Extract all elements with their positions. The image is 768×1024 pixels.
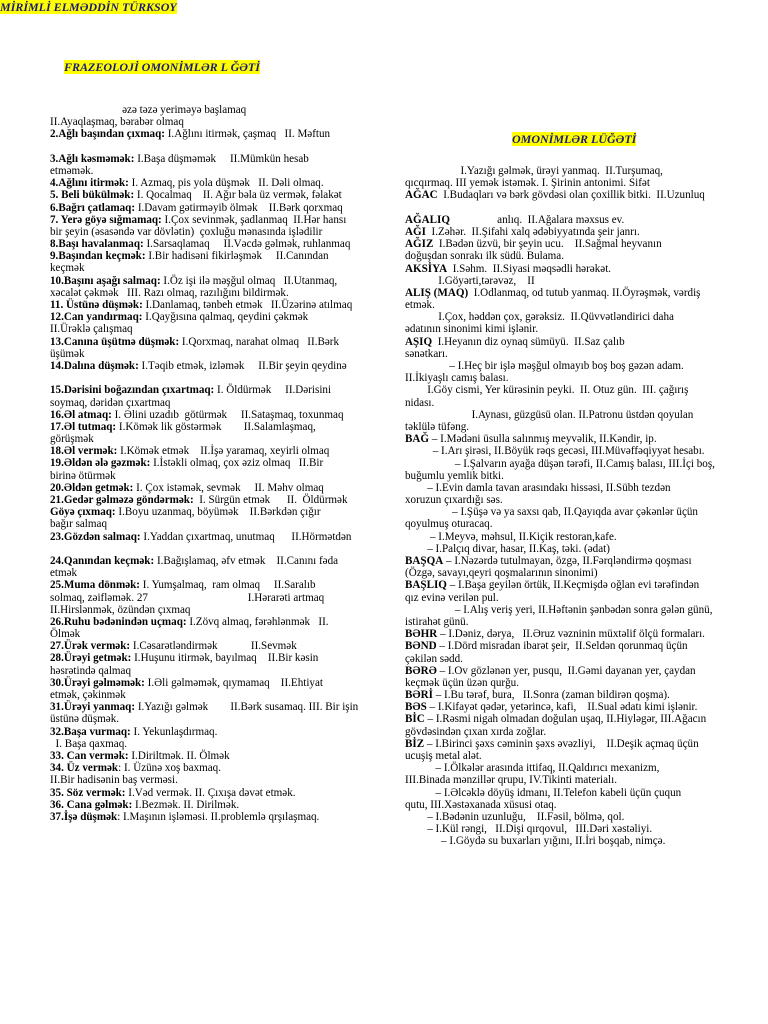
entry-line [50,592,390,604]
entry-headword: 5. Beli bükülmək: [50,189,135,202]
entry-line [50,372,390,384]
entry-line [50,311,390,323]
entry-definition: çəkilən sədd. [405,652,463,665]
entry-line [405,372,768,384]
entry-headword: 19.Əldən ələ gəzmək: [50,457,151,470]
entry-line [405,604,768,616]
entry-definition: I. Sürgün etmək II. Öldürmək [193,494,348,506]
entry-definition: I.Bağışlamaq, əfv etmək II.Canını fəda [154,554,339,567]
entry-line [50,531,390,543]
entry-line [50,506,390,518]
entry-line [405,579,768,591]
entry-headword: 17.Əl tutmaq: [50,420,117,433]
entry-line [405,250,768,262]
entry-definition: I.Yazığı gəlmək, ürəyi yanmaq. II.Turşumaq, [405,165,663,177]
left-section-title: FRAZEOLOJİ OMONİMLƏR L ĞƏTİ [64,60,260,74]
entry-headword: 13.Canına üşütmə düşmək: [50,335,180,348]
entry-line [50,165,390,177]
entry-headword: BƏHR [405,628,438,641]
entry-definition: I. Çox istəmək, sevmək II. Məhv olmaq [133,481,324,494]
entry-definition: I.Zəhər. II.Şifahi xalq ədəbiyyatında şeir janrı. [425,225,640,238]
entry-line [405,750,768,762]
entry-definition: gövdəsindən çıxan xırda zoğlar. [405,725,547,738]
entry-line [50,482,390,494]
entry-line [405,384,768,396]
entry-headword: 37.İşə düşmək [50,810,118,823]
entry-line [50,555,390,567]
entry-headword: 8.Başı havalanmaq: [50,238,144,251]
entry-line [50,457,390,469]
entry-definition: birinə ötürmək [50,469,116,482]
entry-definition: – I.Birinci şəxs cəminin şəxs əvəzliyi, II.Deşik açmaq üçün [424,737,699,750]
entry-definition: – I.Dəniz, dərya, II.Əruz vəzninin müxtəlif ölçü formaları. [437,628,705,641]
entry-line [50,787,390,799]
entry-headword: 15.Dərisini boğazından çıxartmaq: [50,384,215,397]
entry-line [50,262,390,274]
entry-line [405,616,768,628]
entry-line [50,177,390,189]
entry-headword: AĞAC [405,189,438,202]
entry-definition: I.Huşunu itirmək, bayılmaq II.Bir kəsin [131,652,319,665]
entry-line [50,738,390,750]
entry-line [50,762,390,774]
entry-line [50,567,390,579]
entry-definition: I. Başa qaxmaq. [50,737,128,750]
entry-headword: 6.Bağrı çatlamaq: [50,201,136,214]
entry-line [50,750,390,762]
entry-headword: 30.Ürəyi gəlməmək: [50,676,145,689]
entry-line [405,787,768,799]
entry-headword: BİZ [405,737,425,750]
entry-definition: Ölmək [50,628,81,641]
entry-line [405,275,768,287]
entry-definition: – I.Bu tərəf, bura, II.Sonra (zaman bildirən qoşma). [432,689,670,702]
entry-definition: xəcalət çəkmək III. Razı olmaq, razılığını bildirmək. [50,286,289,299]
entry-line [50,640,390,652]
entry-definition: I.Zövq almaq, fərəhlənmək II. [186,615,329,628]
entry-definition: – I.Kül rəngi, II.Dişi qırqovul, III.Dəri xəstəliyi. [405,823,653,836]
entry-definition: I.Göyərti,tərəvəz, II [405,274,535,287]
entry-definition: sənətkarı. [405,347,448,360]
entry-line [405,214,768,226]
entry-line [405,665,768,677]
entry-line [405,238,768,250]
entry-line [50,104,390,116]
entry-headword: 28.Ürəyi getmək: [50,652,132,665]
entry-headword: 18.Əl vermək: [50,445,118,458]
entry-definition: II.Ayaqlaşmaq, bərabər olmaq [50,116,184,129]
entry-definition: – I.Ölkələr arasında ittifaq, II.Qaldırıcı mexanizm, [405,762,660,775]
entry-definition: II.Ürəklə çalışmaq [50,323,133,336]
entry-line [50,445,390,457]
entry-headword: 4.Ağlını itirmək: [50,177,129,190]
entry-definition: – I.Palçıq divar, hasar, II.Kaş, təki. (ədat) [405,542,610,555]
entry-line [405,226,768,238]
entry-line [405,811,768,823]
entry-line [405,726,768,738]
entry-line [405,531,768,543]
entry-line [405,506,768,518]
entry-headword: 33. Can vermək: [50,749,129,762]
entry-line [405,421,768,433]
entry-definition: görüşmək [50,433,94,446]
entry-definition: III.Binada mənzillər qrupu, IV.Tikinti materialı. [405,774,617,787]
entry-definition: üstünə düşmək. [50,713,120,726]
entry-line [50,409,390,421]
entry-line [405,701,768,713]
entry-line [405,640,768,652]
entry-line [50,116,390,128]
entry-headword: 25.Muma dönmək: [50,579,140,592]
entry-definition: – I.Mədəni üsulla salınmış meyvəlik, II.Kəndir, ip. [429,433,657,446]
entry-definition: II.Bir hadisənin baş verməsi. [50,774,178,787]
entry-line [405,823,768,835]
entry-definition: I. Yekunlaşdırmaq. [130,725,218,738]
entry-line [405,263,768,275]
entry-line [50,665,390,677]
entry-line [50,323,390,335]
entry-line [405,287,768,299]
entry-definition: keçmək üçün üzən qurğu. [405,676,519,689]
entry-definition: – I.Göydə su buxarları yığını, II.İri boşqab, nimçə. [405,835,666,848]
entry-line [50,677,390,689]
entry-definition: I.Bir hadisəni fikirləşmək II.Canından [145,250,329,263]
entry-headword: BAŞQA [405,555,444,567]
entry-definition: I.Boyu uzanmaq, böyümək II.Bərkdən çığır [115,506,321,519]
entry-definition: – I.Alış veriş yeri, II.Həftənin şənbədən sonra gələn günü, [405,603,713,616]
entry-line [405,336,768,348]
entry-definition: I.Vəd vermək. II. Çıxışa dəvət etmək. [125,786,296,799]
entry-line [50,470,390,482]
entry-line [405,445,768,457]
entry-definition: I. Qocalmaq II. Ağır bəla üz vermək, fəlakət [134,189,342,202]
entry-line [50,543,390,555]
entry-definition: I.Kömək lik göstərmək II.Salamlaşmaq, [116,420,316,433]
entry-line [50,226,390,238]
entry-definition: qutu, III.Xəstəxanada xüsusi otaq. [405,798,557,811]
entry-line [50,713,390,725]
entry-definition: I. Əlini uzadıb götürmək II.Sataşmaq, toxunmaq [111,408,344,421]
entry-definition: – I.Meyvə, məhsul, II.Kiçik restoran,kafe. [405,530,617,543]
entry-headword: 36. Cana gəlmək: [50,798,133,811]
entry-headword: AKSİYA [405,262,448,275]
entry-line [50,701,390,713]
entry-headword: BƏRƏ [405,664,437,677]
entry-line [405,567,768,579]
entry-headword: 9.Başından keçmək: [50,250,146,263]
entry-line [405,433,768,445]
entry-headword: 7. Yerə göyə sığmamaq: [50,213,162,226]
entry-line [50,384,390,396]
entry-definition: istirahət günü. [405,615,469,628]
entry-line [50,287,390,299]
entry-definition: I.Yazığı gəlmək II.Bərk susamaq. III. Bir işin [135,701,359,714]
entry-line [50,579,390,591]
entry-definition: I.Odlanmaq, od tutub yanmaq. II.Öyrəşmək, vərdiş [468,286,701,299]
entry-definition: I.Səhm. II.Siyasi məqsədli hərəkət. [447,262,612,275]
entry-line [50,616,390,628]
entry-headword: 35. Söz vermək: [50,786,126,799]
entry-definition: bir şeyin (əsasəndə var dövlətin) çoxluğu mənasında işlədilir [50,225,323,238]
entry-definition: doğuşdan sonrakı ilk südü. Bulama. [405,250,564,263]
entry-line [50,214,390,226]
entry-line [405,543,768,555]
entry-definition: I. Öldürmək II.Dərisini [214,384,332,397]
entry-definition: – I.Arı şirəsi, II.Böyük rəqs gecəsi, III.Müvəffəqiyyət hesabı. [405,445,705,458]
entry-definition: I.Əli gəlməmək, qıymamaq II.Ehtiyat [144,676,323,689]
entry-headword: 3.Ağlı kəsməmək: [50,152,135,165]
entry-definition: qoyulmuş oturacaq. [405,518,493,531]
entry-headword: 31.Ürəyi yanmaq: [50,701,136,714]
entry-definition: bağır salmaq [50,518,107,531]
entry-line [50,397,390,409]
entry-line [50,128,390,140]
entry-line [405,713,768,725]
entry-definition: – I.Kifayət qədər, yetərincə, kafi, II.Sual ədatı kimi işlənir. [426,701,698,714]
entry-line [50,604,390,616]
entry-line [50,189,390,201]
entry-line [50,421,390,433]
entry-definition: – I.Rəsmi nigah olmadan doğulan uşaq, II.Hiyləgər, III.Ağacın [424,713,707,726]
entry-headword: AĞIZ [405,238,434,251]
entry-line [405,311,768,323]
entry-definition: qız evinə verilən pul. [405,591,499,604]
entry-headword: 2.Ağlı başından çıxmaq: [50,128,165,141]
entry-line [50,518,390,530]
entry-line [405,409,768,421]
entry-line [405,202,768,214]
entry-headword: 20.Əldən getmək: [50,481,134,494]
entry-line [405,360,768,372]
entry-definition: nidası. [405,396,435,409]
entry-line [405,628,768,640]
entry-line [405,689,768,701]
entry-definition: I.Sarsaqlamaq II.Vəcdə gəlmək, ruhlanmaq [143,238,351,251]
entry-line [50,202,390,214]
entry-definition: I.Budaqları və bərk gövdəsi olan çoxillik bitki. II.Uzunluq [437,189,705,202]
entry-line [405,323,768,335]
entry-definition: – I.Başa geyilən örtük, II.Keçmişdə oğlan evi tərəfindən [446,579,700,592]
entry-line [405,592,768,604]
entry-definition: I.Ağlını itirmək, çaşmaq II. Məftun [164,128,331,141]
entry-line [405,177,768,189]
entry-line [405,799,768,811]
entry-line [50,689,390,701]
entry-definition: I.Kömək etmək II.İşə yaramaq, xeyirli olmaq [117,445,330,458]
entry-definition: I.Danlamaq, tənbeh etmək II.Üzərinə atılmaq [142,299,353,311]
entry-definition: I.Aynası, güzgüsü olan. II.Patronu üstdən qoyulan [405,408,694,421]
entry-definition: I.Bezmək. II. Dirilmək. [132,798,240,811]
entry-definition: – I.Şalvarın ayağa düşən tərəfi, II.Camış balası, III.İçi boş, [405,457,715,470]
entry-line [405,653,768,665]
right-section-title: OMONİMLƏR LÜĞƏTİ [512,132,637,146]
entry-definition: ədatının sinonimi kimi işlənir. [405,323,539,336]
entry-definition: : I. Üzünə xoş baxmaq. [118,762,221,775]
entry-definition: I.Göy cismi, Yer kürəsinin peyki. II. Otuz gün. III. çağırış [405,384,689,397]
entry-definition: etməmək. [50,164,94,177]
entry-line [50,628,390,640]
entry-definition: buğumlu yemlik bitki. [405,469,504,482]
entry-definition: – I.Dörd misradan ibarət şeir, II.Seldən qorunmaq üçün [436,640,688,653]
entry-definition: I.Öz işi ilə məşğul olmaq II.Utanmaq, [160,274,338,287]
entry-headword: AĞALIQ [405,213,450,226]
entry-line [50,141,390,153]
entry-line [405,470,768,482]
entry-definition: anlıq. II.Ağalara məxsus ev. [450,213,625,226]
entry-headword: 27.Ürək vermək: [50,640,131,653]
entry-headword: BAŞLIQ [405,579,447,592]
entry-definition: I.İstəkli olmaq, çox əziz olmaq II.Bir [150,457,324,470]
entry-headword: 14.Dalına düşmək: [50,359,139,372]
author-name: MİRİMLİ ELMƏDDİN TÜRKSOY [0,0,177,14]
entry-headword: 26.Ruhu bədənindən uçmaq: [50,615,187,628]
entry-definition: I.Heyanın diz oynaq sümüyü. II.Saz çalıb [432,335,625,348]
entry-line [50,336,390,348]
entry-headword: ALIŞ (MAQ) [405,286,469,299]
entry-definition: I.Diriltmək. II. Ölmək [128,749,230,762]
entry-headword: AĞI [405,225,426,238]
entry-definition: etmək. [405,299,435,312]
entry-line [50,774,390,786]
entry-headword: AŞIQ [405,335,433,348]
entry-definition: I.Yaddan çıxartmaq, unutmaq II.Hörmətdən [140,530,352,543]
entry-definition: – I.Şüşə və ya saxsı qab, II.Qayıqda avar çəkənlər üçün [405,506,698,519]
entry-line [50,238,390,250]
entry-headword: BƏS [405,701,427,714]
entry-headword: 24.Qanından keçmək: [50,554,155,567]
entry-definition: ucuşiş metal alət. [405,750,482,762]
entry-headword: Göyə çıxmaq: [50,506,116,519]
entry-line [405,189,768,201]
entry-line [50,250,390,262]
entry-line [405,677,768,689]
entry-definition: üşümək [50,347,85,360]
entry-line [50,153,390,165]
entry-definition: II.İkiyaşlı camış balası. [405,372,509,385]
entry-definition: (Özgə, savayı,qeyri qoşmalarının sinonimi) [405,567,598,580]
entry-headword: 16.Əl atmaq: [50,408,112,421]
entry-line [50,726,390,738]
entry-headword: 11. Üstünə düşmək: [50,299,143,311]
entry-headword: 32.Başa vurmaq: [50,725,131,738]
entry-headword: 21.Gedər gəlməzə göndərmək: [50,494,194,506]
entry-headword: 10.Başını aşağı salmaq: [50,274,161,287]
entry-headword: BİC [405,713,425,726]
entry-definition: – I.Əlcəklə döyüş idmanı, II.Telefon kabeli üçün çuqun [405,786,682,799]
entry-definition: I.Çox, həddən çox, gərəksiz. II.Qüvvətləndirici daha [405,311,674,324]
entry-definition: I.Bədən üzvü, bir şeyin ucu. II.Sağmal heyvanın [433,238,662,251]
entry-line [50,433,390,445]
entry-line [50,811,390,823]
entry-definition: qıcqırmaq. III yemək istəmək. I. Şirinin antonimi. Sifət [405,177,650,190]
entry-definition: keçmək [50,262,85,275]
entry-line [50,652,390,664]
entry-definition: I.Qayğısına qalmaq, qeydini çəkmək [142,311,309,324]
entry-line [405,397,768,409]
entry-line [405,165,768,177]
entry-line [50,275,390,287]
entry-line [50,799,390,811]
entry-definition: I.Başa düşməmək II.Mümkün hesab [134,152,309,165]
entry-definition: – I.Evin damla tavan arasındakı hissəsi, II.Sübh tezdən [405,481,671,494]
entry-headword: BAĞ [405,433,430,446]
entry-definition: – I.Heç bir işlə məşğul olmayıb boş boş gəzən adam. [405,360,684,372]
entry-line [405,518,768,530]
entry-line [405,299,768,311]
entry-definition: I.Təqib etmək, izləmək II.Bir şeyin qeydinə [138,359,347,372]
entry-definition: solmaq, zəifləmək. 27 I.Hərarəti artmaq [50,591,325,604]
entry-definition: I.Cəsarətləndirmək II.Sevmək [130,640,297,653]
entry-headword: 12.Can yandırmaq: [50,311,143,324]
entry-headword: 34. Üz vermək [50,762,119,775]
entry-definition: etmək, çəkinmək [50,689,126,701]
entry-line [50,348,390,360]
entry-headword: 23.Gözdən salmaq: [50,530,141,543]
entry-definition: I.Davam gətirməyib ölmək II.Bərk qorxmaq [135,201,343,214]
entry-line [405,774,768,786]
entry-definition: həsrətində qalmaq [50,664,132,677]
entry-definition: – I.Nəzərdə tutulmayan, özgə, II.Fərqləndirmə qoşması [443,555,692,567]
entry-line [405,348,768,360]
entry-definition: təklülə tüfəng. [405,420,470,433]
entry-definition: II.Hirslənmək, özündən çıxmaq [50,603,191,616]
entry-line [50,299,390,311]
entry-definition: I. Yumşalmaq, ram olmaq II.Saralıb [140,579,316,592]
entry-definition: əzə təzə yeriməyə başlamaq [50,104,247,116]
entry-line [50,494,390,506]
entry-line [405,835,768,847]
entry-definition: – I.Ov gözlənən yer, pusqu, II.Gəmi dayanan yer, çaydan [436,664,696,677]
entry-line [405,494,768,506]
entry-line [405,482,768,494]
left-column-phraseological-homonyms [50,104,390,823]
entry-definition: soymaq, dəridən çıxartmaq [50,396,171,409]
entry-definition: I. Azmaq, pis yola düşmək II. Dəli olmaq. [128,177,324,190]
entry-line [405,762,768,774]
entry-definition: I.Çox sevinmək, şadlanmaq II.Hər hansı [161,213,347,226]
entry-headword: BƏRİ [405,689,433,702]
entry-headword: BƏND [405,640,437,653]
entry-line [405,555,768,567]
entry-line [50,360,390,372]
entry-definition: – I.Bədənin uzunluğu, II.Fəsil, bölmə, qol. [405,810,625,823]
entry-line [405,458,768,470]
entry-definition: xoruzun çıxardığı səs. [405,494,503,507]
entry-definition: : I.Maşının işləməsi. II.problemlə qrşılaşmaq. [117,810,320,823]
right-column-homonyms-dictionary [405,165,768,848]
entry-definition: etmək [50,567,78,580]
entry-line [405,738,768,750]
entry-definition: I.Qorxmaq, narahat olmaq II.Bərk [179,335,340,348]
